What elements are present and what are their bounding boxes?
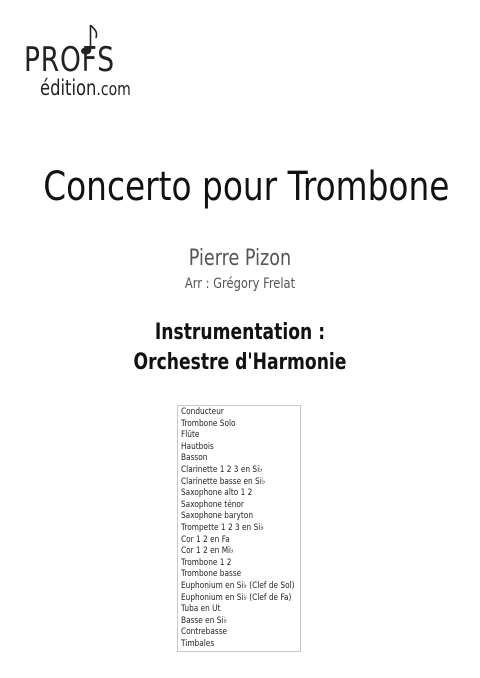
instrument-item: Trompette 1 2 3 en Si♭ [181,522,264,533]
instrument-item: Euphonium en Si♭ (Clef de Sol) [181,580,295,591]
score-title: Concerto pour Trombone [43,164,450,210]
instrument-item: Timbales [181,638,215,649]
instrument-item: Cor 1 2 en Mi♭ [181,546,234,557]
arranger-name: Arr : Grégory Frelat [184,276,296,292]
instrumentation-heading [53,318,427,378]
instrument-item: Saxophone alto 1 2 [181,488,253,499]
instrument-item: Trombone basse [181,569,242,580]
instrument-item: Clarinette basse en Si♭ [181,476,266,487]
instrument-item: Cor 1 2 en Fa [181,534,230,545]
instrument-item: Basson [181,453,208,464]
instrument-item: Trombone 1 2 [181,557,232,568]
composer-name: Pierre Pizon [188,246,292,271]
instrument-item: Saxophone baryton [181,511,254,522]
instrument-item: Clarinette 1 2 3 en Si♭ [181,464,263,475]
instrumentation-label: Instrumentation : [154,320,326,345]
instrument-item: Hautbois [181,441,214,452]
logo-edition-word: édition [40,76,97,100]
instrument-item: Tuba en Ut [181,604,221,615]
instrument-item: Saxophone ténor [181,499,244,510]
instrument-item: Euphonium en Si♭ (Clef de Fa) [181,592,292,603]
ensemble-name: Orchestre d'Harmonie [133,350,347,375]
instrument-item: Trombone Solo [181,418,236,429]
logo-edition-text [40,76,131,100]
instrument-item: Contrebasse [181,627,228,638]
instrument-item: Conducteur [181,407,224,417]
logo-profs-text: PROFS [24,40,115,80]
instrument-item: Flûte [181,430,200,441]
logo-com-suffix: .com [96,79,131,100]
profs-edition-logo [24,22,184,104]
instrument-item: Basse en Si♭ [181,615,227,626]
instrument-list [177,405,301,652]
